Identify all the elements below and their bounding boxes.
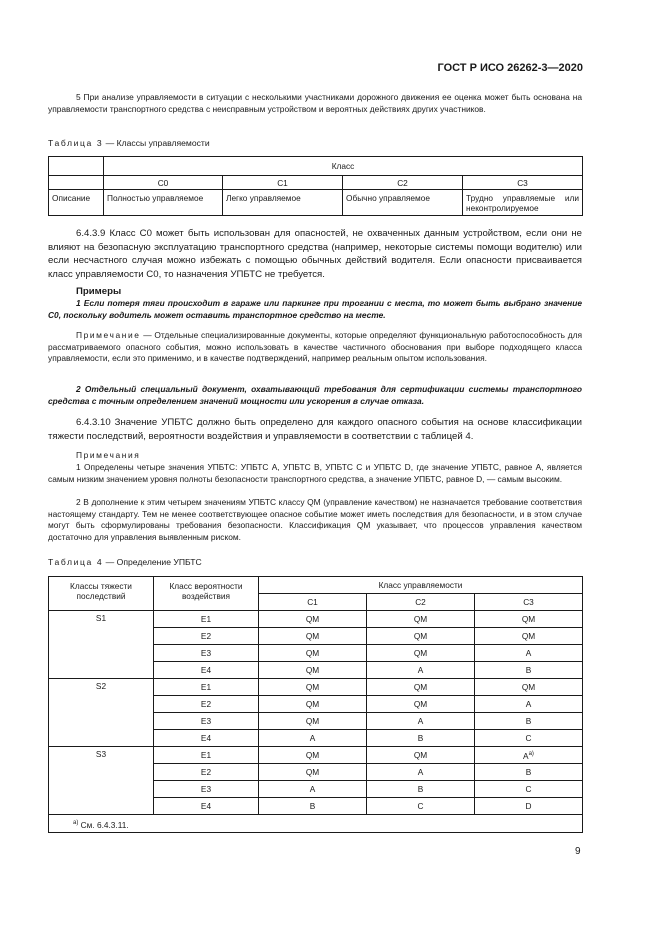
example-2: 2 Отдельный специальный документ, охватывающий требования для сертификации системы транспортного средства с точным определением значений мощности или ускорения в случае отказа.	[48, 384, 582, 406]
table4-cell: A	[367, 764, 475, 781]
table4-cell: B	[367, 730, 475, 747]
table4-cell: QM	[259, 713, 367, 730]
table4-cell: D	[475, 798, 583, 815]
table4-cell: C	[475, 730, 583, 747]
table4-cell: QM	[259, 611, 367, 628]
table4-cell: QM	[259, 679, 367, 696]
table4-cell: B	[259, 798, 367, 815]
table3-class-header: Класс	[104, 157, 583, 176]
exposure-cell: E3	[154, 645, 259, 662]
table3-col-c3: C3	[463, 176, 583, 190]
table4-cell: A	[475, 645, 583, 662]
table4-col-c1: C1	[259, 594, 367, 611]
table4-cell: QM	[367, 628, 475, 645]
table4-cell-footnoted	[475, 747, 583, 764]
table4-cell: QM	[367, 611, 475, 628]
exposure-cell: E2	[154, 628, 259, 645]
table4-footnote-mark: a)	[73, 819, 79, 826]
example-note	[48, 330, 582, 365]
severity-s1: S1	[49, 611, 154, 679]
paragraph-6-4-3-9: 6.4.3.9 Класс С0 может быть использован для опасностей, не охваченных данным устройством, если они не влияют на безопасную эксплуатацию транспортного средства (например, некоторые системы помощи водителю) или если несчастного случая можно избежать с помощью обычных действий водителя. Если опасности присваивается класс управляемости С0, то назначения УПБТС не требуется.	[48, 228, 582, 280]
table4-cell: B	[475, 764, 583, 781]
table4-caption	[48, 557, 202, 567]
exposure-cell: E3	[154, 781, 259, 798]
table3-corner-lower	[49, 176, 104, 190]
table4-header-control: Класс управляемости	[259, 577, 583, 594]
table3-corner	[49, 157, 104, 176]
document-id: ГОСТ Р ИСО 26262-3—2020	[437, 62, 583, 74]
table3-cell-c0: Полностью управляемое	[104, 190, 223, 216]
table3-col-c0: C0	[104, 176, 223, 190]
table4-cell: QM	[475, 628, 583, 645]
table4-cell: QM	[367, 696, 475, 713]
table4-cell: A	[259, 781, 367, 798]
table4-cell: C	[367, 798, 475, 815]
table4-cell: A	[367, 713, 475, 730]
note-2: 2 В дополнение к этим четырем значениям УПБТС классу QM (управление качеством) не назначается требование соответствия настоящему стандарту. Тем не менее соответствующее опасное событие может иметь последствия для безопасности, и в этом случае могут быть сформулированы требования безопасности. Классификация QM указывает, что процессов управления качеством достаточно для управления выявленным риском.	[48, 497, 582, 542]
table4-cell: QM	[367, 645, 475, 662]
table3-cell-c2: Обычно управляемое	[343, 190, 463, 216]
table4-cell: A	[367, 662, 475, 679]
note-1: 1 Определены четыре значения УПБТС: УПБТС А, УПБТС В, УПБТС С и УПБТС D, где значение УПБТС, равное А, является самым низким значением уровня полноты безопасности транспортного средства, а значение УПБТС, равное D, — самым высоким.	[48, 462, 582, 484]
table4-cell: B	[475, 713, 583, 730]
table4-cell: C	[475, 781, 583, 798]
table3-col-c2: C2	[343, 176, 463, 190]
exposure-cell: E1	[154, 679, 259, 696]
table4	[48, 576, 583, 833]
table4-cell: QM	[367, 679, 475, 696]
paragraph-6-4-3-10: 6.4.3.10 Значение УПБТС должно быть определено для каждого опасного события на основе классификации тяжести последствий, вероятности воздействия и управляемости в соответствии с таблицей 4.	[48, 417, 582, 442]
table4-footnote	[49, 815, 583, 833]
table4-cell: QM	[259, 645, 367, 662]
table4-cell: A	[259, 730, 367, 747]
exposure-cell: E4	[154, 730, 259, 747]
table3-caption-title: — Классы управляемости	[103, 138, 210, 148]
exposure-cell: E4	[154, 798, 259, 815]
exposure-cell: E2	[154, 696, 259, 713]
exposure-cell: E3	[154, 713, 259, 730]
table3-row-label: Описание	[49, 190, 104, 216]
table4-header-severity: Классы тяжести последствий	[49, 577, 154, 611]
table4-cell: QM	[259, 662, 367, 679]
note-5: 5 При анализе управляемости в ситуации с несколькими участниками дорожного движения ее оценка может быть основана на управляемости транспортного средства с неисправным устройством и вероятных действиях других участников.	[48, 92, 582, 114]
table4-cell: QM	[259, 628, 367, 645]
table4-cell: A	[475, 696, 583, 713]
page-number: 9	[575, 846, 581, 857]
table4-header-exposure: Класс вероятности воздействия	[154, 577, 259, 611]
severity-s3: S3	[49, 747, 154, 815]
table4-footnote-text: См. 6.4.3.11.	[78, 819, 129, 830]
exposure-cell: E4	[154, 662, 259, 679]
table4-caption-title: — Определение УПБТС	[103, 557, 202, 567]
table4-cell-value: A	[523, 750, 529, 761]
notes-title: Примечания	[76, 450, 141, 460]
table4-cell: B	[475, 662, 583, 679]
table3-caption-prefix: Таблица 3	[48, 138, 104, 148]
severity-s2: S2	[49, 679, 154, 747]
table4-cell: QM	[475, 611, 583, 628]
table3-col-c1: C1	[223, 176, 343, 190]
examples-title: Примеры	[76, 286, 122, 297]
table3-caption	[48, 138, 210, 148]
table3-cell-c3: Трудно управляемые или неконтролируемое	[463, 190, 583, 216]
table4-cell: QM	[259, 696, 367, 713]
table4-caption-prefix: Таблица 4	[48, 557, 104, 567]
table4-cell: QM	[367, 747, 475, 764]
exposure-cell: E1	[154, 747, 259, 764]
exposure-cell: E2	[154, 764, 259, 781]
table4-cell: QM	[475, 679, 583, 696]
exposure-cell: E1	[154, 611, 259, 628]
table4-cell: QM	[259, 747, 367, 764]
table3	[48, 156, 583, 216]
table3-cell-c1: Легко управляемое	[223, 190, 343, 216]
example-1: 1 Если потеря тяги происходит в гараже или паркинге при трогании с места, то может быть выбрано значение С0, поскольку водитель может оставить транспортное средство на месте.	[48, 298, 582, 320]
table4-col-c3: C3	[475, 594, 583, 611]
table4-cell: QM	[259, 764, 367, 781]
example-note-label: Примечание	[76, 330, 141, 340]
table4-col-c2: C2	[367, 594, 475, 611]
footnote-marker: a)	[528, 751, 534, 758]
table4-cell: B	[367, 781, 475, 798]
example-note-text: — Отдельные специализированные документы, которые определяют функциональную работоспособность для рассматриваемого опасного события, можно использовать в качестве частичного обоснования при выборе подходящего класса управляемости, если это применимо, и в качестве подтверждений, например реальным опытом использования.	[48, 330, 582, 364]
